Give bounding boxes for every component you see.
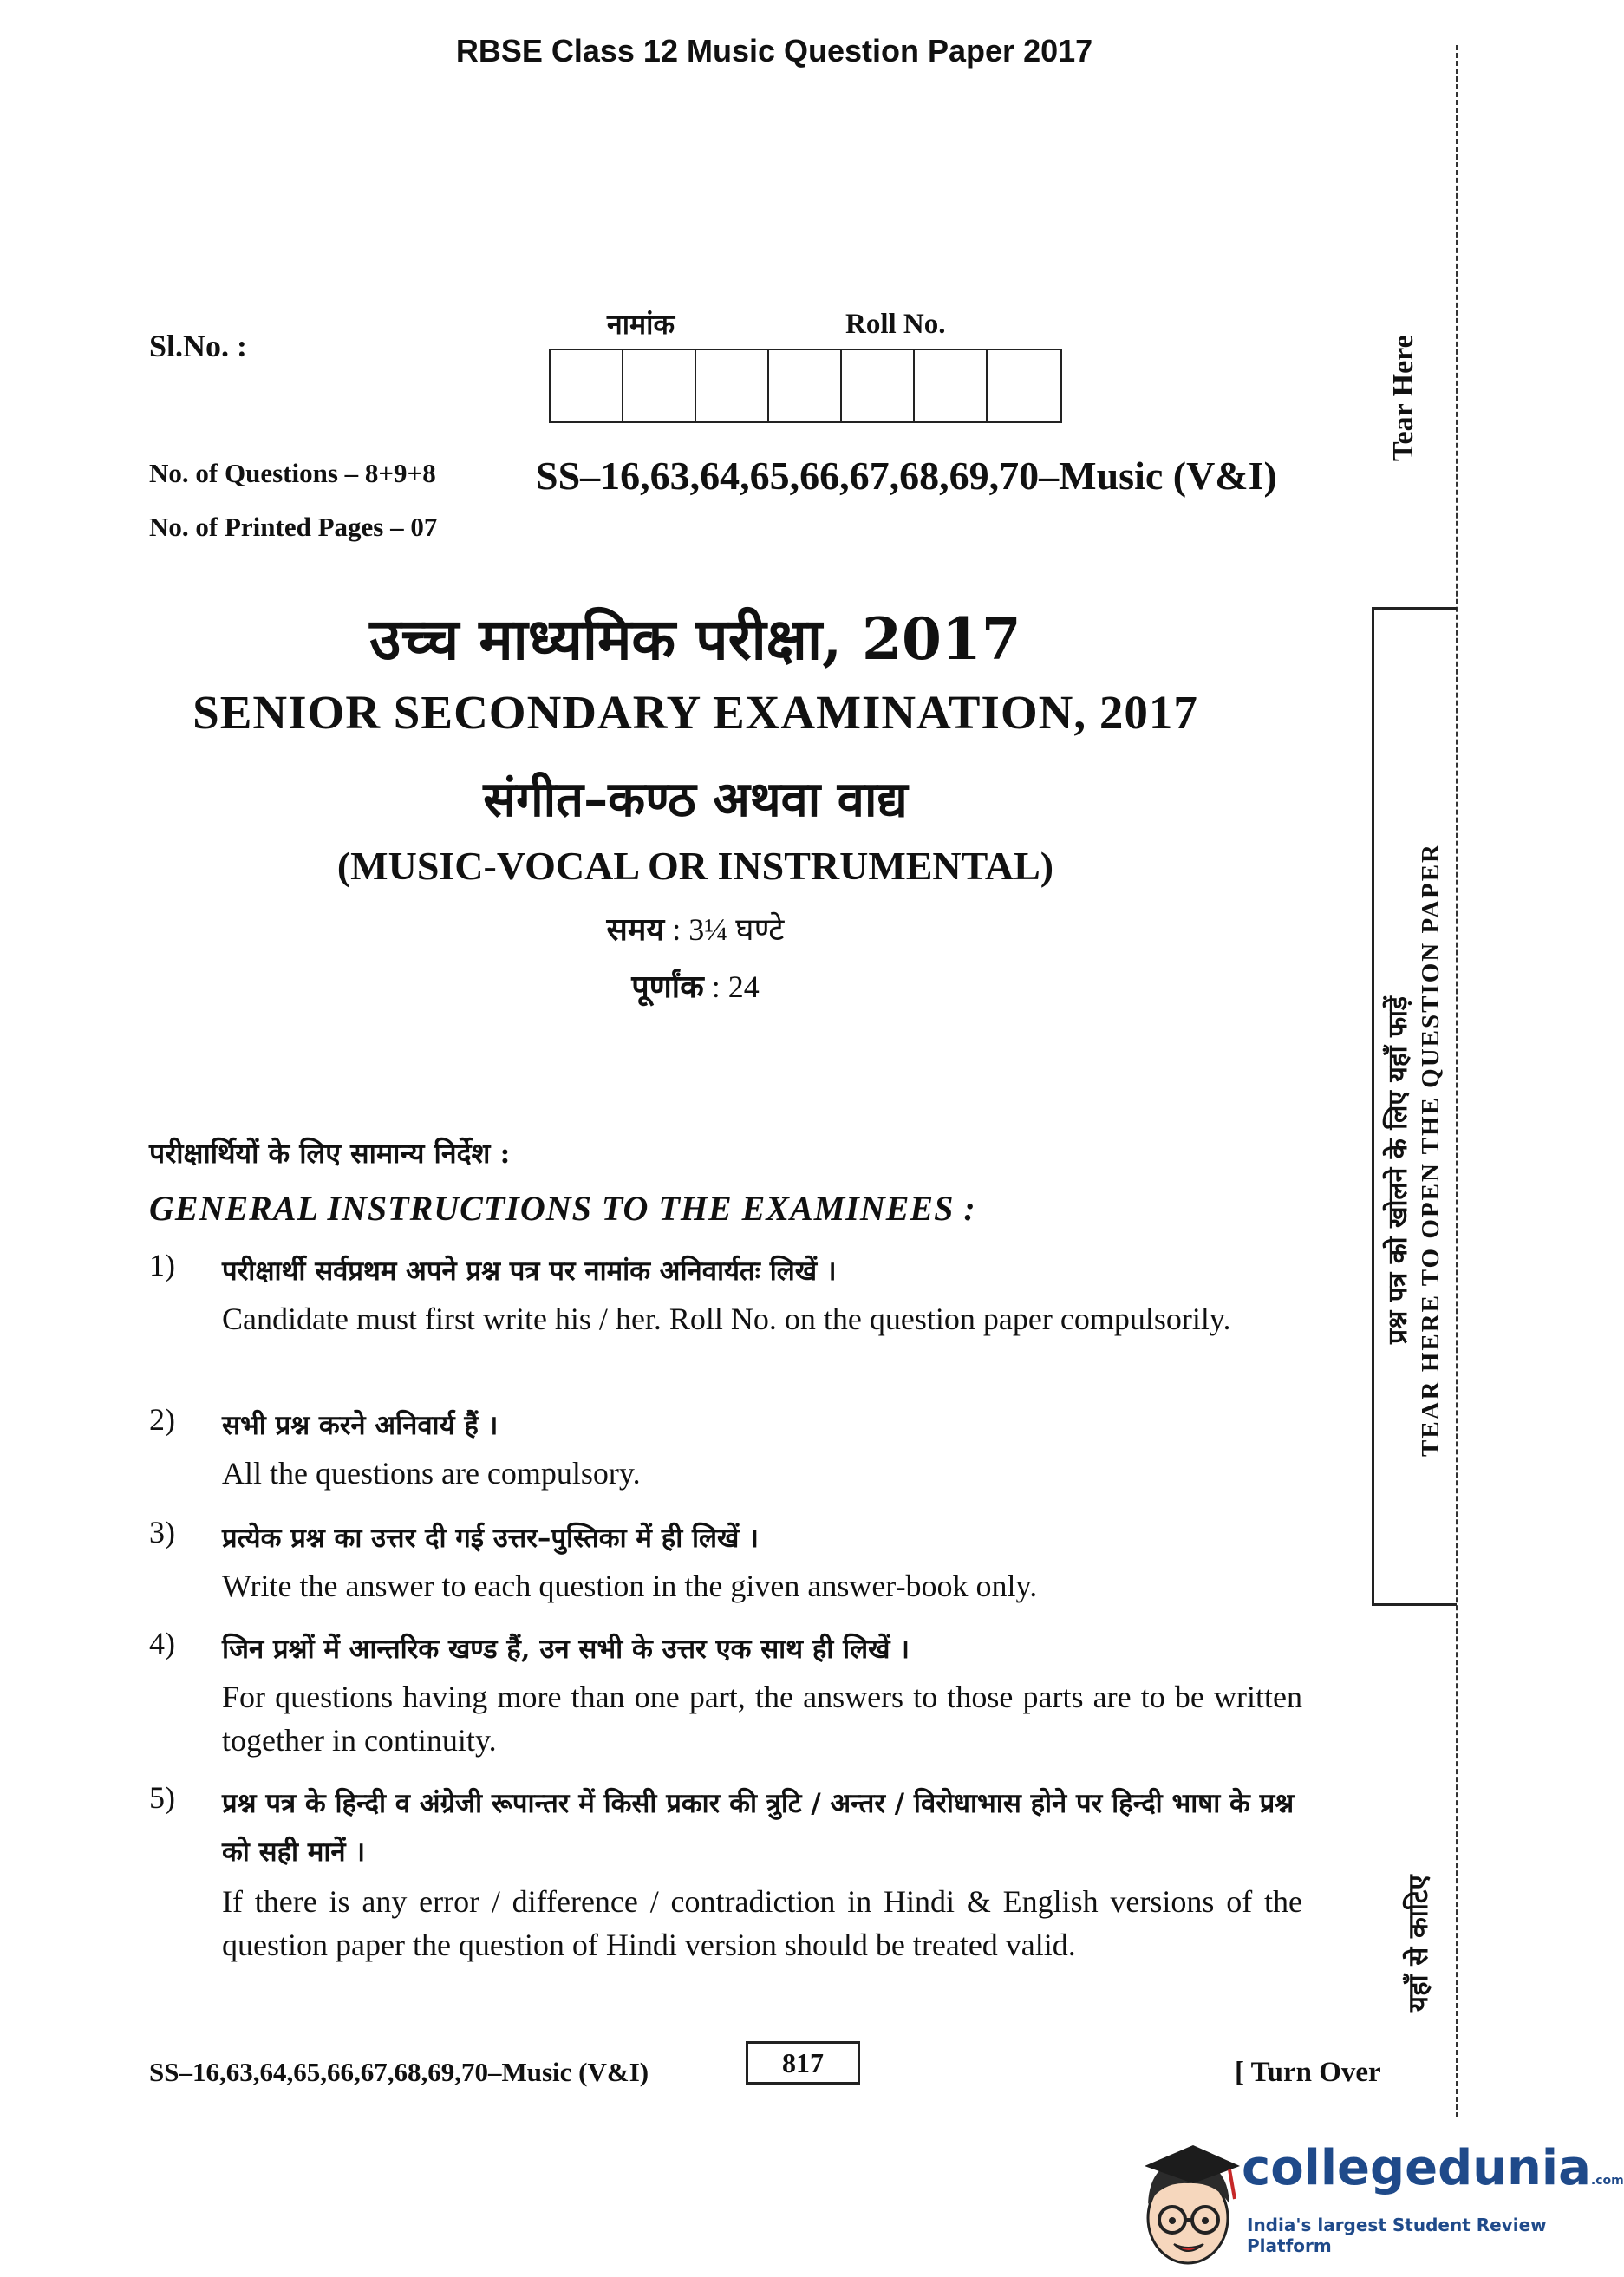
instruction-english: All the questions are compulsory. [222, 1456, 641, 1491]
instruction-number: 4) [149, 1626, 175, 1660]
brand-name-text: collegedunia [1242, 2140, 1591, 2196]
roll-number-digit-box [988, 350, 1060, 421]
brand-tagline: India's largest Student Review Platform [1247, 2215, 1547, 2256]
roll-number-digit-box [842, 350, 915, 421]
time-label: समय [606, 911, 665, 948]
exam-title-hindi: उच्च माध्यमिक परीक्षा, 2017 [369, 605, 1021, 673]
number-of-pages: No. of Printed Pages – 07 [149, 512, 438, 542]
roll-number-boxes [549, 349, 1062, 423]
brand-suffix: .com [1590, 2174, 1624, 2188]
instruction-english: Write the answer to each question in the given answer-book only. [222, 1569, 1038, 1603]
tear-instruction-hindi: प्रश्न पत्र को खोलने के लिए यहाँ फाड़ें [1383, 996, 1413, 1344]
instruction-english: For questions having more than one part, the answers to those parts are to be written together in continuity. [222, 1680, 1302, 1758]
roll-number-digit-box [915, 350, 988, 421]
marks-label: पूर्णांक [631, 969, 704, 1005]
tear-here-label: Tear Here [1387, 335, 1419, 461]
roll-label-english: Roll No. [845, 309, 946, 340]
instruction-number: 5) [149, 1780, 175, 1815]
roll-label-hindi: नामांक [607, 308, 675, 341]
instructions-heading-hindi: परीक्षार्थियों के लिए सामान्य निर्देश : [149, 1137, 511, 1170]
instruction-english: Candidate must first write his / her. Roll No. on the question paper compulsorily. [222, 1302, 1231, 1336]
marks-value: : 24 [711, 969, 760, 1004]
time-value: : 3¼ घण्टे [672, 912, 785, 947]
exam-title-english: SENIOR SECONDARY EXAMINATION, 2017 [192, 686, 1198, 739]
banner-title: RBSE Class 12 Music Question Paper 2017 [455, 33, 1093, 69]
page-number-box: 817 [746, 2041, 860, 2085]
instruction-hindi: परीक्षार्थी सर्वप्रथम अपने प्रश्न पत्र पर नामांक अनिवार्यतः लिखें । [222, 1256, 837, 1287]
roll-number-digit-box [769, 350, 842, 421]
instruction-hindi: जिन प्रश्नों में आन्तरिक खण्ड हैं, उन सभी के उत्तर एक साथ ही लिखें । [222, 1634, 910, 1665]
footer-paper-code: SS–16,63,64,65,66,67,68,69,70–Music (V&I) [149, 2057, 649, 2087]
instruction-english: If there is any error / difference / contradiction in Hindi & English versions of the question paper the question of Hindi version should be treated valid. [222, 1884, 1302, 1962]
collegedunia-watermark [1132, 2121, 1624, 2277]
roll-number-digit-box [623, 350, 696, 421]
roll-number-digit-box [696, 350, 769, 421]
instruction-number: 2) [149, 1402, 175, 1437]
brand-name [1242, 2140, 1624, 2196]
number-of-questions: No. of Questions – 8+9+8 [149, 458, 436, 488]
instruction-hindi: प्रश्न पत्र के हिन्दी व अंग्रेजी रूपान्तर में किसी प्रकार की त्रुटि / अन्तर / विरोधाभास होने पर हिन्दी भाषा के प्रश्न को सही मानें । [222, 1788, 1295, 1868]
cut-here-hindi: यहाँ से काटिए [1403, 1875, 1434, 2012]
paper-code: SS–16,63,64,65,66,67,68,69,70–Music (V&I) [536, 453, 1277, 498]
instruction-number: 1) [149, 1248, 175, 1282]
maximum-marks [149, 964, 1242, 1007]
instruction-hindi: प्रत्येक प्रश्न का उत्तर दी गई उत्तर–पुस्तिका में ही लिखें । [222, 1523, 759, 1554]
turn-over-label: [ Turn Over [1235, 2057, 1381, 2088]
serial-number-label: Sl.No. : [149, 329, 248, 363]
student-mascot-icon [1132, 2121, 1245, 2277]
subject-hindi: संगीत–कण्ठ अथवा वाद्य [483, 771, 908, 828]
instructions-heading-english: GENERAL INSTRUCTIONS TO THE EXAMINEES : [149, 1189, 976, 1228]
instruction-hindi: सभी प्रश्न करने अनिवार्य हैं । [222, 1410, 499, 1441]
instruction-number: 3) [149, 1515, 175, 1550]
roll-number-digit-box [551, 350, 623, 421]
tear-instruction-english: TEAR HERE TO OPEN THE QUESTION PAPER [1417, 843, 1445, 1457]
time-allowed [149, 907, 1242, 949]
subject-english: (MUSIC-VOCAL OR INSTRUMENTAL) [336, 844, 1054, 888]
